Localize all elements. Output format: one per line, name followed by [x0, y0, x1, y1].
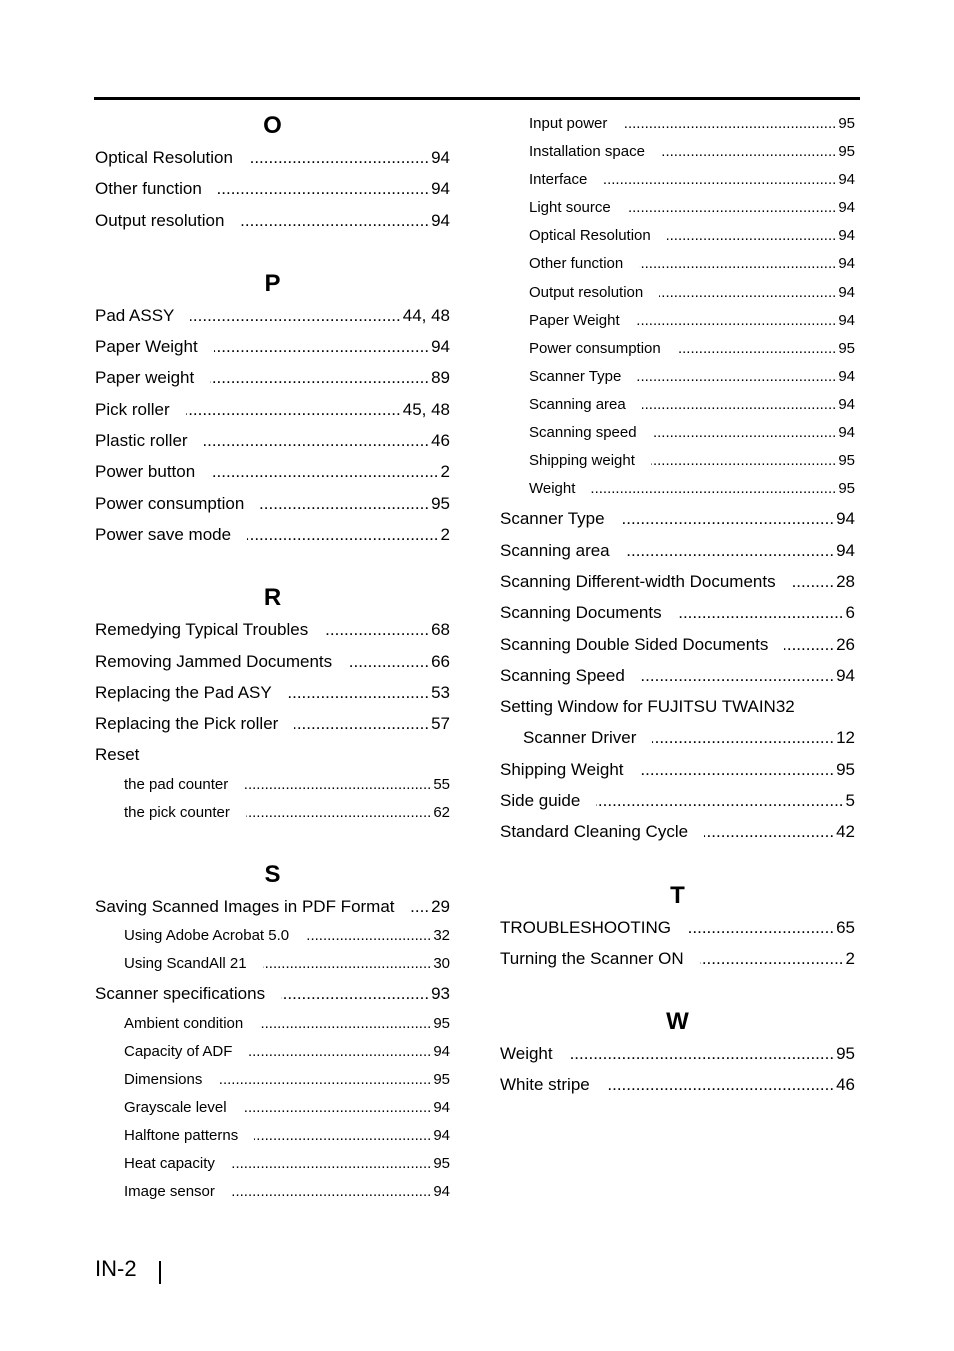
dot-leader [263, 950, 432, 978]
entry-page-ref[interactable]: 94 [838, 367, 855, 385]
dot-leader [652, 722, 834, 753]
entry-label: Shipping Weight [500, 759, 624, 779]
entry-page-ref[interactable]: 44, 48 [402, 305, 450, 325]
dot-leader [281, 978, 429, 1009]
entry-page-ref[interactable]: 42 [836, 822, 855, 842]
entry-page-ref[interactable]: 65 [836, 917, 855, 937]
dot-leader [231, 1150, 431, 1178]
section-letter-heading: S [264, 860, 281, 888]
index-subentry [95, 771, 450, 799]
entry-page-ref[interactable]: 94 [838, 283, 855, 301]
dot-leader [677, 335, 837, 363]
index-entry [500, 691, 855, 722]
entry-label: Optical Resolution [95, 148, 233, 167]
entry-page-ref[interactable]: 68 [431, 620, 450, 640]
entry-page-ref[interactable]: 94 [433, 1127, 450, 1145]
entry-page-ref[interactable]: 45, 48 [402, 399, 450, 419]
entry-page-ref[interactable]: 94 [431, 179, 450, 199]
index-subentry [95, 1122, 450, 1150]
dot-leader [240, 205, 429, 236]
entry-page-ref[interactable]: 46 [431, 431, 450, 451]
index-subentry [500, 475, 855, 503]
index-subentry [95, 1066, 450, 1094]
entry-label: Weight [500, 1044, 553, 1064]
index-subentry [500, 419, 855, 447]
index-entry [95, 519, 450, 550]
entry-page-ref[interactable]: 6 [845, 603, 855, 623]
entry-label: Input power [529, 115, 608, 132]
dot-leader [244, 771, 431, 799]
entry-label: White stripe [500, 1075, 590, 1095]
dot-leader [621, 503, 834, 534]
section-letter-heading: O [263, 112, 282, 139]
dot-leader [288, 677, 429, 708]
section-letter-heading: R [263, 584, 282, 612]
entry-label: Output resolution [529, 283, 644, 301]
dot-leader [626, 535, 834, 566]
entry-label: Replacing the Pick roller [95, 714, 279, 734]
entry-page-ref[interactable]: 94 [836, 540, 855, 560]
index-subentry [95, 950, 450, 978]
entry-label: Installation space [529, 143, 645, 161]
index-entry [95, 614, 450, 645]
index-entry [95, 739, 450, 770]
entry-page-ref[interactable]: 94 [433, 1042, 450, 1060]
dot-leader [214, 331, 429, 362]
entry-page-ref[interactable]: 94 [433, 1183, 450, 1201]
entry-page-ref[interactable]: 94 [838, 227, 855, 245]
section-letter-heading: W [666, 1008, 689, 1036]
index-subentry [500, 222, 855, 250]
index-subentry [500, 335, 855, 363]
entry-label: TROUBLESHOOTING [500, 917, 671, 937]
index-entry [500, 943, 855, 974]
entry-page-ref[interactable]: 89 [431, 368, 450, 388]
dot-leader [659, 279, 836, 307]
dot-leader [678, 597, 844, 628]
index-subentry [95, 1178, 450, 1206]
entry-label: Using Adobe Acrobat 5.0 [124, 927, 290, 945]
entry-page-ref[interactable]: 2 [845, 948, 855, 968]
index-entry [500, 816, 855, 847]
dot-leader [186, 394, 401, 425]
dot-leader [305, 922, 431, 950]
dot-leader [210, 362, 429, 393]
index-entry [500, 1038, 855, 1069]
entry-page-ref[interactable]: 94 [836, 665, 855, 685]
entry-label: Scanner Type [529, 367, 622, 385]
index-entry [95, 677, 450, 708]
index-column-left [95, 110, 450, 1206]
entry-page-ref[interactable]: 5 [845, 790, 855, 810]
index-entry [500, 722, 855, 753]
entry-label: Scanning Double Sided Documents [500, 634, 769, 654]
index-entry [95, 978, 450, 1009]
index-entry [95, 300, 450, 331]
dot-leader [627, 194, 837, 222]
dot-leader [231, 1178, 431, 1206]
index-column-right [500, 110, 855, 1101]
entry-label: Scanning area [500, 540, 610, 560]
entry-label: Output resolution [95, 210, 225, 230]
entry-label: Setting Window for FUJITSU TWAIN32 [500, 697, 795, 717]
entry-page-ref[interactable]: 57 [431, 714, 450, 734]
entry-page-ref[interactable]: 26 [836, 634, 855, 654]
index-subentry [500, 166, 855, 194]
entry-label: Interface [529, 171, 588, 189]
section-letter-heading: T [670, 881, 685, 909]
section-letter-heading: P [264, 269, 281, 297]
entry-label: Scanning speed [529, 424, 637, 442]
entry-page-ref[interactable]: 94 [836, 509, 855, 529]
dot-leader [324, 614, 429, 645]
entry-label: Optical Resolution [529, 227, 651, 245]
index-entry [95, 646, 450, 677]
entry-page-ref[interactable]: 28 [836, 571, 855, 591]
dot-leader [204, 425, 429, 456]
entry-label: Capacity of ADF [124, 1042, 233, 1060]
entry-page-ref[interactable]: 95 [433, 1070, 450, 1088]
index-entry [95, 362, 450, 393]
index-entry [500, 754, 855, 785]
entry-label: Power save mode [95, 524, 232, 544]
entry-page-ref[interactable]: 55 [433, 775, 450, 793]
entry-page-ref[interactable]: 95 [838, 452, 855, 470]
index-subentry [500, 447, 855, 475]
dot-leader [606, 1069, 834, 1100]
index-entry [500, 503, 855, 534]
dot-leader [700, 943, 844, 974]
entry-label: Paper Weight [95, 337, 198, 357]
index-subentry [500, 391, 855, 419]
index-subentry [95, 1038, 450, 1066]
entry-page-ref[interactable]: 2 [440, 524, 450, 544]
entry-label: Dimensions [124, 1070, 203, 1088]
entry-page-ref[interactable]: 29 [431, 896, 450, 916]
dot-leader [294, 708, 429, 739]
entry-page-ref[interactable]: 12 [836, 728, 855, 748]
dot-leader [348, 646, 429, 677]
index-entry [95, 142, 450, 173]
entry-label: Paper weight [95, 368, 195, 388]
index-entry [500, 1069, 855, 1100]
entry-label: Heat capacity [124, 1155, 215, 1173]
entry-page-ref[interactable]: 94 [431, 337, 450, 357]
dot-leader [218, 1066, 431, 1094]
entry-label: the pad counter [124, 775, 229, 793]
index-entry [95, 205, 450, 236]
entry-label: Power consumption [529, 339, 661, 357]
index-subentry [95, 799, 450, 827]
index-entry [95, 456, 450, 487]
entry-label: Scanner specifications [95, 984, 266, 1004]
dot-leader [704, 816, 834, 847]
dot-leader [642, 391, 837, 419]
dot-leader [249, 142, 429, 173]
index-subentry [95, 1010, 450, 1038]
entry-label: Shipping weight [529, 452, 635, 470]
index-entry [95, 394, 450, 425]
dot-leader [259, 1010, 431, 1038]
entry-page-ref[interactable]: 95 [838, 480, 855, 498]
dot-leader [636, 307, 837, 335]
dot-leader [218, 173, 429, 204]
dot-leader [651, 447, 836, 475]
entry-label: Power consumption [95, 493, 245, 513]
entry-label: Using ScandAll 21 [124, 955, 247, 973]
dot-leader [603, 166, 836, 194]
entry-page-ref[interactable]: 94 [431, 148, 450, 167]
index-subentry [500, 194, 855, 222]
entry-page-ref[interactable]: 46 [836, 1075, 855, 1095]
entry-label: Ambient condition [124, 1014, 244, 1032]
index-entry [95, 331, 450, 362]
entry-label: Saving Scanned Images in PDF Format [95, 896, 395, 916]
dot-leader [591, 475, 836, 503]
dot-leader [784, 629, 834, 660]
dot-leader [792, 566, 834, 597]
index-entry [500, 785, 855, 816]
index-subentry [500, 363, 855, 391]
dot-leader [260, 488, 429, 519]
entry-page-ref[interactable]: 94 [838, 424, 855, 442]
index-entry [95, 425, 450, 456]
entry-label: Pad ASSY [95, 305, 175, 325]
dot-leader [640, 754, 835, 785]
entry-label: Reset [95, 745, 140, 765]
entry-label: Replacing the Pad ASY [95, 682, 272, 702]
index-entry [500, 912, 855, 943]
entry-label: Power button [95, 462, 196, 482]
entry-page-ref[interactable]: 95 [836, 759, 855, 779]
dot-leader [641, 660, 834, 691]
page-number: IN-2 [95, 1256, 137, 1281]
index-entry [95, 173, 450, 204]
index-subentry [500, 250, 855, 278]
index-entry [95, 488, 450, 519]
dot-leader [411, 891, 430, 922]
dot-leader [569, 1038, 834, 1069]
entry-page-ref[interactable]: 95 [838, 115, 855, 132]
entry-label: Other function [95, 179, 202, 199]
index-entry [500, 597, 855, 628]
dot-leader [248, 1038, 431, 1066]
dot-leader [211, 456, 438, 487]
entry-page-ref[interactable]: 62 [433, 803, 450, 821]
index-subentry [95, 1150, 450, 1178]
entry-page-ref[interactable]: 95 [431, 493, 450, 513]
entry-page-ref[interactable]: 95 [433, 1014, 450, 1032]
entry-page-ref[interactable]: 94 [838, 395, 855, 413]
dot-leader [190, 300, 400, 331]
entry-page-ref[interactable]: 95 [836, 1044, 855, 1064]
entry-page-ref[interactable]: 94 [431, 210, 450, 230]
dot-leader [653, 419, 837, 447]
index-subentry [500, 307, 855, 335]
header-rule [94, 97, 860, 100]
index-entry [500, 566, 855, 597]
entry-page-ref[interactable]: 95 [838, 143, 855, 161]
index-entry [500, 535, 855, 566]
entry-label: Removing Jammed Documents [95, 651, 333, 671]
entry-page-ref[interactable]: 66 [431, 651, 450, 671]
entry-label: Halftone patterns [124, 1127, 239, 1145]
dot-leader [639, 250, 836, 278]
entry-page-ref[interactable]: 30 [433, 955, 450, 973]
entry-page-ref[interactable]: 94 [838, 311, 855, 329]
entry-label: Scanner Type [500, 509, 605, 529]
dot-leader [661, 138, 836, 166]
entry-label: Scanner Driver [523, 728, 637, 748]
dot-leader [243, 1094, 432, 1122]
entry-label: Side guide [500, 790, 581, 810]
dot-leader [667, 222, 837, 250]
entry-label: Grayscale level [124, 1099, 227, 1116]
index-entry [500, 629, 855, 660]
dot-leader [637, 363, 836, 391]
entry-label: Scanning area [529, 395, 626, 413]
index-subentry [95, 922, 450, 950]
dot-leader [246, 799, 431, 827]
entry-page-ref[interactable]: 94 [433, 1099, 450, 1116]
entry-page-ref[interactable]: 95 [838, 339, 855, 357]
entry-label: Turning the Scanner ON [500, 948, 684, 968]
dot-leader [623, 110, 836, 138]
entry-page-ref[interactable]: 95 [433, 1155, 450, 1173]
entry-page-ref[interactable]: 2 [440, 462, 450, 482]
index-subentry [500, 279, 855, 307]
entry-label: Weight [529, 480, 576, 498]
index-entry [95, 891, 450, 922]
index-subentry [500, 110, 855, 138]
entry-page-ref[interactable]: 53 [431, 682, 450, 702]
dot-leader [687, 912, 834, 943]
entry-label: Scanning Different-width Documents [500, 571, 776, 591]
entry-label: Other function [529, 255, 624, 273]
entry-label: Standard Cleaning Cycle [500, 822, 689, 842]
entry-label: the pick counter [124, 803, 230, 821]
entry-label: Scanning Speed [500, 665, 625, 685]
entry-label: Pick roller [95, 399, 170, 419]
entry-page-ref[interactable]: 32 [433, 927, 450, 945]
entry-page-ref[interactable]: 94 [838, 255, 855, 273]
footer-divider [159, 1261, 161, 1284]
entry-label: Remedying Typical Troubles [95, 620, 309, 640]
dot-leader [247, 519, 438, 550]
index-entry [500, 660, 855, 691]
entry-label: Plastic roller [95, 431, 188, 451]
index-entry [95, 708, 450, 739]
entry-label: Light source [529, 199, 611, 217]
dot-leader [254, 1122, 431, 1150]
entry-page-ref[interactable]: 94 [838, 171, 855, 189]
dot-leader [596, 785, 843, 816]
index-subentry [500, 138, 855, 166]
entry-page-ref[interactable]: 94 [838, 199, 855, 217]
entry-label: Image sensor [124, 1183, 215, 1201]
entry-page-ref[interactable]: 93 [431, 984, 450, 1004]
entry-label: Scanning Documents [500, 603, 662, 623]
index-subentry [95, 1094, 450, 1122]
entry-label: Paper Weight [529, 311, 620, 329]
